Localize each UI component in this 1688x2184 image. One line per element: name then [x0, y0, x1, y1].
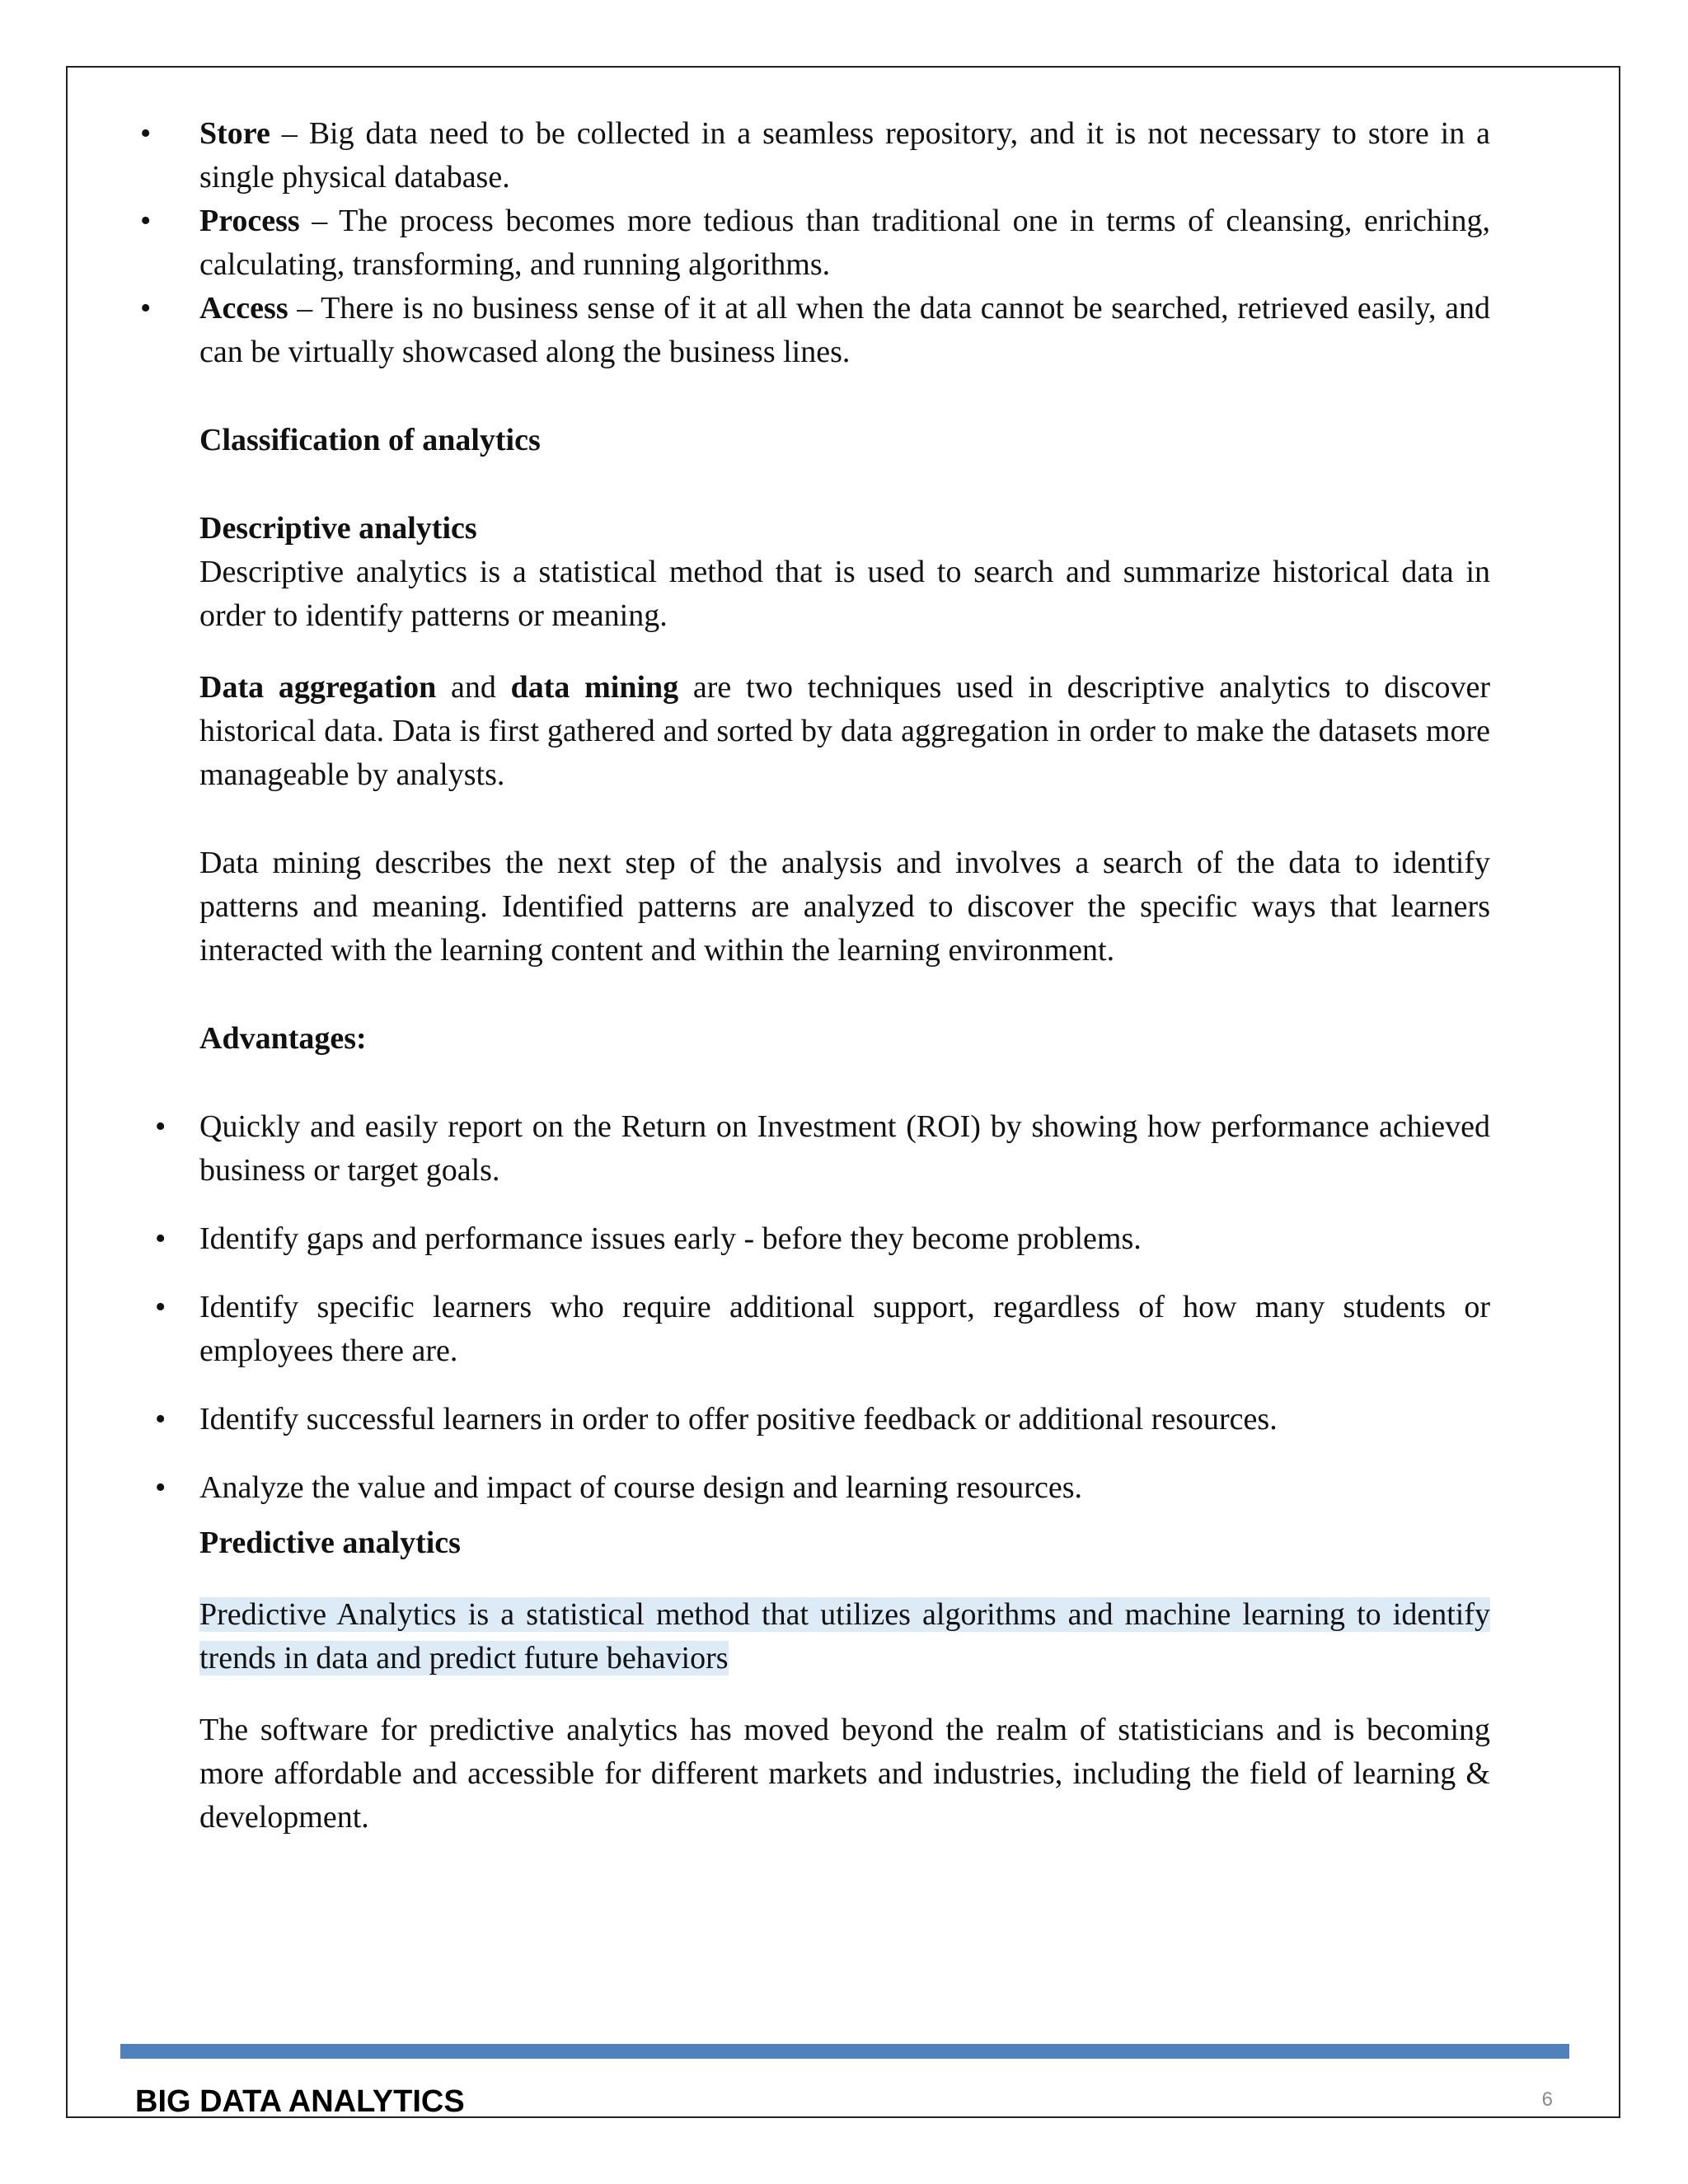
data-mining-paragraph: Data mining describes the next step of the analysis and involves a search of the data to identify patterns and meaning. Identified patterns are analyzed to discover the specific ways that learners interacted with the learning content and within the learning environment.: [199, 846, 1490, 968]
bullet-term: Process: [199, 204, 300, 238]
list-item: [117, 1398, 1490, 1441]
storage-bullet-list: [140, 112, 1490, 374]
list-item: [99, 199, 1490, 287]
bullet-icon: •: [155, 1470, 166, 1505]
list-item: [99, 287, 1490, 374]
bullet-text: – There is no business sense of it at all when the data cannot be searched, retrieved easily, and can be virtually showcased along the business lines.: [199, 291, 1490, 369]
bullet-term: Store: [199, 116, 270, 151]
list-item: [117, 1105, 1490, 1193]
bullet-term: Access: [199, 291, 288, 326]
techniques-text: are two techniques used in descriptive analytics to discover historical data. Data is first gathered and sorted by data aggregation in order to make the datasets more manageable by analysts.: [199, 670, 1490, 792]
predictive-software-paragraph: The software for predictive analytics has moved beyond the realm of statisticians and is becoming more affordable and accessible for different markets and industries, including the field of learning & development.: [199, 1713, 1490, 1835]
bullet-icon: •: [140, 291, 152, 326]
bullet-icon: •: [140, 116, 152, 151]
advantage-text: Identify gaps and performance issues early - before they become problems.: [199, 1221, 1142, 1256]
bullet-text: – Big data need to be collected in a seamless repository, and it is not necessary to store in a single physical database.: [199, 116, 1490, 194]
descriptive-heading: Descriptive analytics: [199, 511, 477, 546]
advantages-list: [155, 1105, 1490, 1510]
advantages-heading: Advantages:: [199, 1021, 367, 1056]
advantage-text: Identify specific learners who require additional support, regardless of how many students or employees there are.: [199, 1290, 1490, 1368]
bullet-icon: •: [155, 1109, 166, 1144]
bullet-icon: •: [155, 1402, 166, 1436]
predictive-definition: [199, 1593, 1490, 1680]
predictive-heading: Predictive analytics: [199, 1526, 461, 1560]
footer-bar: [120, 2044, 1569, 2059]
bullet-text: – The process becomes more tedious than traditional one in terms of cleansing, enriching, calculating, transforming, and running algorithms.: [199, 204, 1490, 282]
page-content: [140, 112, 1490, 1840]
descriptive-definition: Descriptive analytics is a statistical method that is used to search and summarize historical data in order to identify patterns or meaning.: [199, 555, 1490, 633]
descriptive-techniques-paragraph: [199, 666, 1490, 797]
advantage-text: Identify successful learners in order to offer positive feedback or additional resources.: [199, 1402, 1278, 1436]
list-item: [117, 1466, 1490, 1510]
highlighted-text: Predictive Analytics is a statistical method that utilizes algorithms and machine learning to identify trends in data and predict future behaviors: [199, 1597, 1490, 1675]
page-number: 6: [1541, 2088, 1553, 2111]
advantage-text: Analyze the value and impact of course design and learning resources.: [199, 1470, 1082, 1505]
footer-title: BIG DATA ANALYTICS: [135, 2084, 465, 2119]
list-item: [99, 112, 1490, 199]
classification-heading: Classification of analytics: [199, 423, 541, 457]
bullet-icon: •: [140, 204, 152, 238]
bullet-icon: •: [155, 1290, 166, 1324]
term-data-aggregation: Data aggregation: [199, 670, 437, 705]
term-data-mining: data mining: [510, 670, 679, 705]
list-item: [117, 1217, 1490, 1261]
advantage-text: Quickly and easily report on the Return on Investment (ROI) by showing how performance achieved business or target goals.: [199, 1109, 1490, 1188]
list-item: [117, 1286, 1490, 1373]
connector-text: and: [436, 670, 511, 705]
bullet-icon: •: [155, 1221, 166, 1256]
